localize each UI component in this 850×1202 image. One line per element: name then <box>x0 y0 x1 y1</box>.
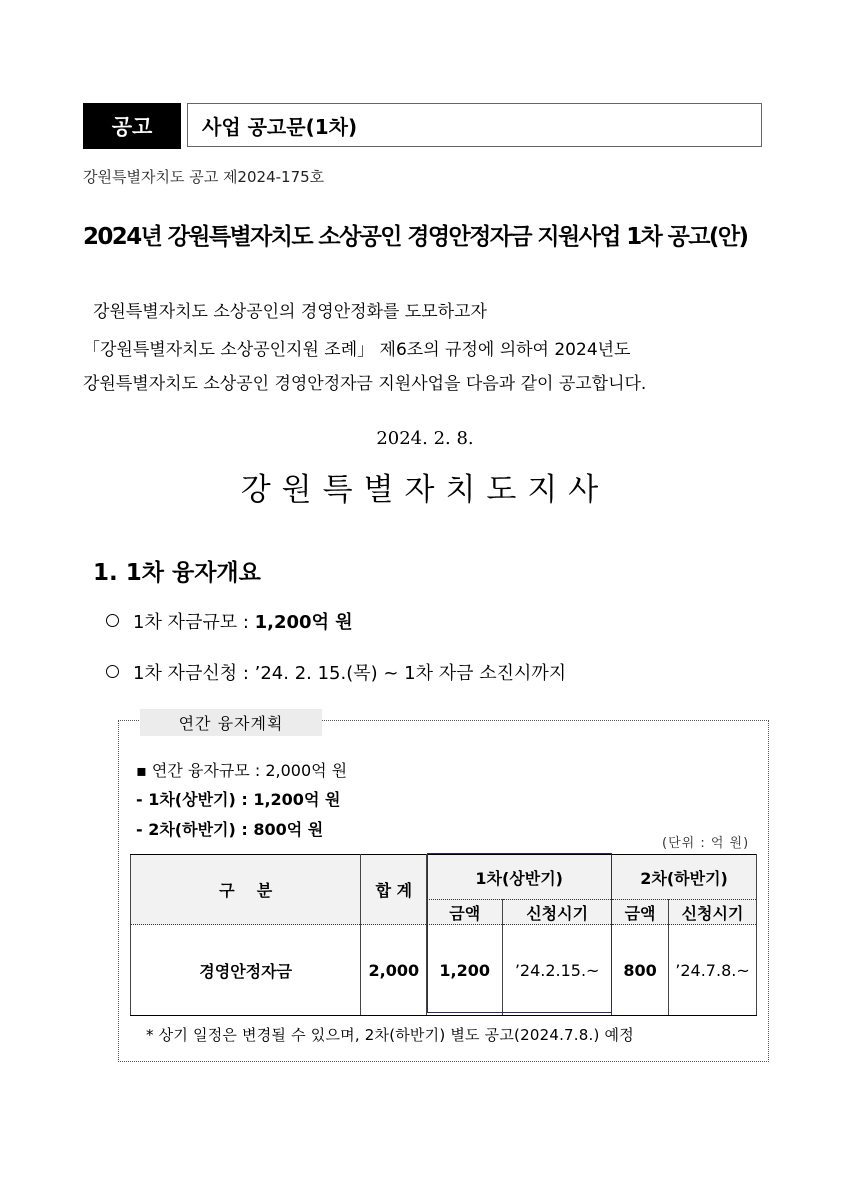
main-title: 2024년 강원특별자치도 소상공인 경영안정자금 지원사업 1차 공고(안) <box>83 224 748 250</box>
application-period-text: 1차 자금신청 : ’24. 2. 15.(목) ~ 1차 자금 소진시까지 <box>133 663 567 684</box>
row-total: 2,000 <box>361 925 427 1016</box>
second-half-line: - 2차(하반기) : 800억 원 <box>136 820 324 839</box>
header-total: 합 계 <box>361 855 427 925</box>
header-first-period: 신청시기 <box>503 900 612 925</box>
notice-title: 사업 공고문(1차) <box>187 103 762 147</box>
annual-plan-label: 연간 융자계획 <box>140 709 322 736</box>
intro-line-2: 「강원특별자치도 소상공인지원 조례」 제6조의 규정에 의하여 2024년도 <box>83 340 631 360</box>
notice-badge: 공고 <box>83 103 181 149</box>
row-first-period: ’24.2.15.~ <box>503 925 612 1016</box>
header-second-half: 2차(하반기) <box>612 855 757 900</box>
header-first-amount: 금액 <box>427 900 503 925</box>
application-period-item <box>106 659 566 685</box>
notice-date: 2024. 2. 8. <box>376 428 474 449</box>
section-heading: 1. 1차 융자개요 <box>93 560 261 586</box>
header-second-period: 신청시기 <box>669 900 757 925</box>
intro-line-1: 강원특별자치도 소상공인의 경영안정화를 도모하고자 <box>93 302 487 322</box>
header-second-amount: 금액 <box>612 900 669 925</box>
footnote: * 상기 일정은 변경될 수 있으며, 2차(하반기) 별도 공고(2024.7.8.) 예정 <box>146 1026 634 1044</box>
first-half-highlight-frame <box>427 853 612 1013</box>
annual-scale-line: ▪ 연간 융자규모 : 2,000억 원 <box>136 761 348 780</box>
header-first-half: 1차(상반기) <box>427 855 612 900</box>
header-category: 구 분 <box>131 855 361 925</box>
issuer-name: 강원특별자치도지사 <box>240 472 610 508</box>
fund-scale-item <box>106 608 353 634</box>
fund-scale-value: 1,200억 원 <box>254 612 353 633</box>
circle-bullet-icon <box>106 665 119 678</box>
row-name: 경영안정자금 <box>131 925 361 1016</box>
unit-label: (단위 : 억 원) <box>662 836 750 851</box>
row-second-amount: 800 <box>612 925 669 1016</box>
first-half-line: - 1차(상반기) : 1,200억 원 <box>136 790 341 809</box>
notice-number: 강원특별자치도 공고 제2024-175호 <box>83 168 325 186</box>
intro-line-3: 강원특별자치도 소상공인 경영안정자금 지원사업을 다음과 같이 공고합니다. <box>83 374 647 394</box>
row-first-amount: 1,200 <box>427 925 503 1016</box>
row-second-period: ’24.7.8.~ <box>669 925 757 1016</box>
fund-scale-label: 1차 자금규모 : <box>133 612 249 633</box>
circle-bullet-icon <box>106 614 119 627</box>
